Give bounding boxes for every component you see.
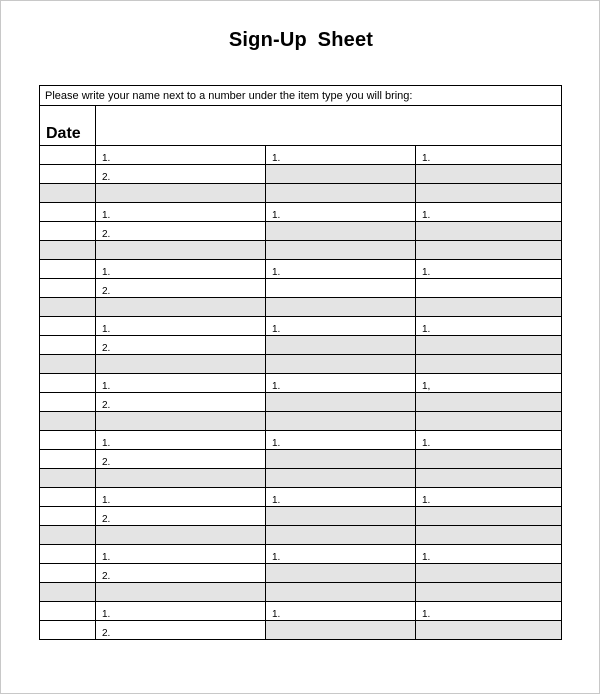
date-cell[interactable] [40,564,96,583]
signup-row [40,450,562,469]
spacer-cell [416,583,562,602]
name-slot-3[interactable]: 1. [416,545,562,564]
instructions-row [40,86,562,106]
signup-row [40,203,562,222]
spacer-row [40,241,562,260]
blank-cell[interactable] [266,279,416,298]
name-slot-1[interactable]: 1. [96,203,266,222]
name-slot-3[interactable]: 1. [416,146,562,165]
spacer-cell [266,583,416,602]
spacer-cell [416,526,562,545]
date-cell[interactable] [40,621,96,640]
name-slot-2[interactable]: 1. [266,203,416,222]
date-cell[interactable] [40,488,96,507]
name-slot-1[interactable]: 1. [96,488,266,507]
blank-cell[interactable] [266,564,416,583]
blank-cell[interactable] [266,222,416,241]
signup-row [40,488,562,507]
name-slot-3[interactable]: 1. [416,431,562,450]
blank-cell[interactable] [416,336,562,355]
spacer-row [40,298,562,317]
date-cell[interactable] [40,602,96,621]
header-row [40,106,562,146]
signup-row [40,621,562,640]
name-slot-2[interactable]: 2. [96,564,266,583]
spacer-cell [40,184,96,203]
spacer-cell [266,526,416,545]
date-cell[interactable] [40,336,96,355]
signup-row [40,374,562,393]
signup-row [40,146,562,165]
blank-cell[interactable] [416,393,562,412]
spacer-cell [96,184,266,203]
spacer-cell [96,298,266,317]
date-cell[interactable] [40,393,96,412]
name-slot-1[interactable]: 1. [96,146,266,165]
spacer-cell [40,355,96,374]
spacer-cell [40,412,96,431]
blank-cell[interactable] [416,450,562,469]
spacer-cell [96,526,266,545]
name-slot-2[interactable]: 2. [96,507,266,526]
signup-row [40,279,562,298]
date-header: Date [40,106,96,146]
date-cell[interactable] [40,507,96,526]
spacer-cell [40,469,96,488]
name-slot-2[interactable]: 1. [266,374,416,393]
name-slot-2[interactable]: 2. [96,336,266,355]
spacer-cell [266,241,416,260]
spacer-cell [266,412,416,431]
spacer-row [40,583,562,602]
spacer-cell [96,583,266,602]
signup-row [40,165,562,184]
name-slot-1[interactable]: 1. [96,317,266,336]
name-slot-2[interactable]: 1. [266,602,416,621]
spacer-cell [266,298,416,317]
signup-row [40,545,562,564]
date-cell[interactable] [40,279,96,298]
date-cell[interactable] [40,317,96,336]
name-slot-2[interactable]: 2. [96,279,266,298]
signup-row [40,564,562,583]
blank-cell[interactable] [266,621,416,640]
page-title: Sign-Up Sheet [228,29,374,51]
name-slot-3[interactable]: 1. [416,488,562,507]
blank-cell[interactable] [416,564,562,583]
name-slot-2[interactable]: 1. [266,146,416,165]
spacer-row [40,526,562,545]
spacer-cell [416,184,562,203]
spacer-cell [416,355,562,374]
spacer-cell [96,412,266,431]
signup-row [40,602,562,621]
name-slot-1[interactable]: 1. [96,431,266,450]
name-slot-3[interactable]: 1. [416,317,562,336]
signup-table [39,85,562,640]
blank-cell[interactable] [266,165,416,184]
spacer-cell [266,184,416,203]
signup-row [40,507,562,526]
name-slot-1[interactable]: 1. [96,602,266,621]
date-cell[interactable] [40,545,96,564]
date-cell[interactable] [40,222,96,241]
blank-cell[interactable] [416,222,562,241]
date-cell[interactable] [40,203,96,222]
spacer-row [40,469,562,488]
spacer-row [40,412,562,431]
signup-row [40,393,562,412]
spacer-cell [96,355,266,374]
spacer-cell [416,469,562,488]
name-slot-2[interactable]: 1. [266,431,416,450]
signup-row [40,260,562,279]
instructions-text: Please write your name next to a number under the item type you will bring: [40,86,562,106]
blank-cell[interactable] [416,621,562,640]
name-slot-2[interactable]: 1. [266,545,416,564]
spacer-cell [266,355,416,374]
date-cell[interactable] [40,165,96,184]
name-slot-2[interactable]: 2. [96,222,266,241]
date-cell[interactable] [40,260,96,279]
signup-row [40,336,562,355]
spacer-cell [40,298,96,317]
blank-cell[interactable] [266,336,416,355]
spacer-cell [416,412,562,431]
blank-cell[interactable] [266,393,416,412]
date-cell[interactable] [40,450,96,469]
spacer-cell [266,469,416,488]
blank-cell[interactable] [416,507,562,526]
blank-cell[interactable] [416,165,562,184]
spacer-cell [416,298,562,317]
name-slot-3[interactable]: 1. [416,260,562,279]
signup-row [40,222,562,241]
signup-row [40,317,562,336]
signup-row [40,431,562,450]
name-slot-2[interactable]: 2. [96,621,266,640]
date-cell[interactable] [40,431,96,450]
blank-cell[interactable] [266,450,416,469]
spacer-cell [96,469,266,488]
name-slot-3[interactable]: 1. [416,203,562,222]
date-cell[interactable] [40,146,96,165]
name-slot-2[interactable]: 2. [96,165,266,184]
spacer-cell [40,526,96,545]
spacer-cell [40,241,96,260]
spacer-cell [96,241,266,260]
name-slot-2[interactable]: 1. [266,317,416,336]
spacer-row [40,184,562,203]
name-slot-1[interactable]: 1. [96,545,266,564]
blank-cell[interactable] [266,507,416,526]
name-slot-3[interactable]: 1, [416,374,562,393]
item-type-header-cell [96,106,562,146]
date-cell[interactable] [40,374,96,393]
spacer-cell [40,583,96,602]
blank-cell[interactable] [416,279,562,298]
spacer-cell [416,241,562,260]
name-slot-2[interactable]: 2. [96,450,266,469]
name-slot-3[interactable]: 1. [416,602,562,621]
name-slot-2[interactable]: 2. [96,393,266,412]
name-slot-2[interactable]: 1. [266,260,416,279]
name-slot-1[interactable]: 1. [96,260,266,279]
spacer-row [40,355,562,374]
name-slot-2[interactable]: 1. [266,488,416,507]
name-slot-1[interactable]: 1. [96,374,266,393]
